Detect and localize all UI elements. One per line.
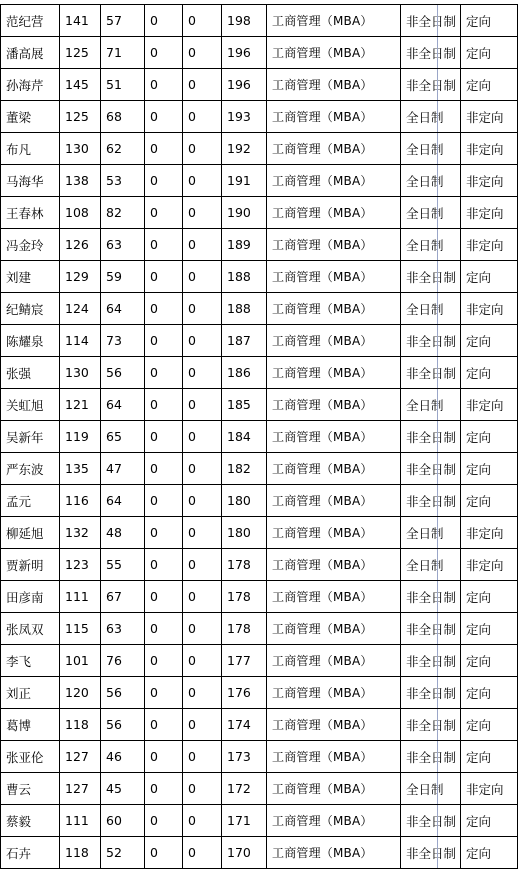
major-cell: 工商管理（MBA）	[267, 389, 401, 421]
study-mode-cell: 全日制	[401, 549, 461, 581]
score-3-cell: 0	[145, 517, 183, 549]
score-4-cell: 0	[183, 645, 222, 677]
name-cell: 石卉	[1, 837, 60, 869]
total-score-cell: 196	[222, 37, 267, 69]
orientation-cell: 定向	[461, 357, 518, 389]
orientation-cell: 定向	[461, 677, 518, 709]
major-cell: 工商管理（MBA）	[267, 517, 401, 549]
score-1-cell: 130	[60, 133, 101, 165]
orientation-cell: 定向	[461, 421, 518, 453]
score-1-cell: 130	[60, 357, 101, 389]
major-cell: 工商管理（MBA）	[267, 101, 401, 133]
major-cell: 工商管理（MBA）	[267, 677, 401, 709]
orientation-cell: 非定向	[461, 133, 518, 165]
score-1-cell: 127	[60, 741, 101, 773]
orientation-cell: 定向	[461, 709, 518, 741]
table-row	[1, 357, 518, 389]
major-cell: 工商管理（MBA）	[267, 69, 401, 101]
score-2-cell: 46	[101, 741, 145, 773]
score-1-cell: 132	[60, 517, 101, 549]
orientation-cell: 非定向	[461, 773, 518, 805]
score-2-cell: 48	[101, 517, 145, 549]
score-1-cell: 145	[60, 69, 101, 101]
score-3-cell: 0	[145, 421, 183, 453]
study-mode-cell: 非全日制	[401, 677, 461, 709]
score-2-cell: 56	[101, 709, 145, 741]
major-cell: 工商管理（MBA）	[267, 261, 401, 293]
score-2-cell: 51	[101, 69, 145, 101]
orientation-cell: 非定向	[461, 197, 518, 229]
name-cell: 孙海芹	[1, 69, 60, 101]
score-3-cell: 0	[145, 133, 183, 165]
score-4-cell: 0	[183, 229, 222, 261]
score-4-cell: 0	[183, 485, 222, 517]
table-row	[1, 133, 518, 165]
table-row	[1, 805, 518, 837]
name-cell: 潘高展	[1, 37, 60, 69]
name-cell: 严东波	[1, 453, 60, 485]
total-score-cell: 172	[222, 773, 267, 805]
name-cell: 冯金玲	[1, 229, 60, 261]
score-4-cell: 0	[183, 453, 222, 485]
major-cell: 工商管理（MBA）	[267, 709, 401, 741]
table-row	[1, 69, 518, 101]
name-cell: 董梁	[1, 101, 60, 133]
score-1-cell: 114	[60, 325, 101, 357]
table-row	[1, 549, 518, 581]
score-2-cell: 62	[101, 133, 145, 165]
score-4-cell: 0	[183, 613, 222, 645]
name-cell: 马海华	[1, 165, 60, 197]
name-cell: 刘正	[1, 677, 60, 709]
score-4-cell: 0	[183, 293, 222, 325]
major-cell: 工商管理（MBA）	[267, 837, 401, 869]
orientation-cell: 定向	[461, 261, 518, 293]
major-cell: 工商管理（MBA）	[267, 293, 401, 325]
score-4-cell: 0	[183, 677, 222, 709]
study-mode-cell: 全日制	[401, 773, 461, 805]
study-mode-cell: 非全日制	[401, 421, 461, 453]
study-mode-cell: 非全日制	[401, 453, 461, 485]
score-3-cell: 0	[145, 677, 183, 709]
total-score-cell: 174	[222, 709, 267, 741]
score-4-cell: 0	[183, 133, 222, 165]
orientation-cell: 非定向	[461, 549, 518, 581]
score-4-cell: 0	[183, 741, 222, 773]
major-cell: 工商管理（MBA）	[267, 229, 401, 261]
major-cell: 工商管理（MBA）	[267, 325, 401, 357]
score-2-cell: 52	[101, 837, 145, 869]
score-2-cell: 63	[101, 613, 145, 645]
name-cell: 纪鲭宸	[1, 293, 60, 325]
score-4-cell: 0	[183, 69, 222, 101]
score-2-cell: 68	[101, 101, 145, 133]
name-cell: 孟元	[1, 485, 60, 517]
score-3-cell: 0	[145, 325, 183, 357]
score-2-cell: 76	[101, 645, 145, 677]
table-row	[1, 741, 518, 773]
name-cell: 关虹旭	[1, 389, 60, 421]
orientation-cell: 定向	[461, 613, 518, 645]
score-4-cell: 0	[183, 101, 222, 133]
name-cell: 布凡	[1, 133, 60, 165]
score-2-cell: 55	[101, 549, 145, 581]
total-score-cell: 193	[222, 101, 267, 133]
orientation-cell: 定向	[461, 645, 518, 677]
score-1-cell: 116	[60, 485, 101, 517]
table-row	[1, 197, 518, 229]
total-score-cell: 188	[222, 293, 267, 325]
total-score-cell: 177	[222, 645, 267, 677]
major-cell: 工商管理（MBA）	[267, 453, 401, 485]
score-1-cell: 118	[60, 709, 101, 741]
score-1-cell: 123	[60, 549, 101, 581]
score-2-cell: 71	[101, 37, 145, 69]
study-mode-cell: 非全日制	[401, 613, 461, 645]
score-4-cell: 0	[183, 581, 222, 613]
table-row	[1, 677, 518, 709]
score-3-cell: 0	[145, 165, 183, 197]
score-3-cell: 0	[145, 805, 183, 837]
total-score-cell: 187	[222, 325, 267, 357]
name-cell: 蔡毅	[1, 805, 60, 837]
major-cell: 工商管理（MBA）	[267, 485, 401, 517]
total-score-cell: 180	[222, 517, 267, 549]
score-3-cell: 0	[145, 197, 183, 229]
score-2-cell: 65	[101, 421, 145, 453]
score-4-cell: 0	[183, 421, 222, 453]
score-1-cell: 121	[60, 389, 101, 421]
major-cell: 工商管理（MBA）	[267, 5, 401, 37]
score-1-cell: 124	[60, 293, 101, 325]
total-score-cell: 190	[222, 197, 267, 229]
score-2-cell: 73	[101, 325, 145, 357]
major-cell: 工商管理（MBA）	[267, 773, 401, 805]
score-3-cell: 0	[145, 69, 183, 101]
name-cell: 田彦南	[1, 581, 60, 613]
table-row	[1, 485, 518, 517]
study-mode-cell: 非全日制	[401, 581, 461, 613]
score-3-cell: 0	[145, 581, 183, 613]
orientation-cell: 定向	[461, 37, 518, 69]
table-row	[1, 5, 518, 37]
score-2-cell: 64	[101, 293, 145, 325]
orientation-cell: 定向	[461, 741, 518, 773]
table-row	[1, 773, 518, 805]
score-2-cell: 56	[101, 677, 145, 709]
orientation-cell: 非定向	[461, 293, 518, 325]
score-table	[0, 4, 518, 869]
score-table-body	[1, 5, 518, 869]
score-3-cell: 0	[145, 453, 183, 485]
study-mode-cell: 非全日制	[401, 325, 461, 357]
orientation-cell: 定向	[461, 485, 518, 517]
score-1-cell: 129	[60, 261, 101, 293]
table-row	[1, 453, 518, 485]
score-3-cell: 0	[145, 261, 183, 293]
score-2-cell: 64	[101, 389, 145, 421]
score-1-cell: 111	[60, 805, 101, 837]
table-row	[1, 101, 518, 133]
score-1-cell: 126	[60, 229, 101, 261]
total-score-cell: 178	[222, 581, 267, 613]
name-cell: 张亚伦	[1, 741, 60, 773]
major-cell: 工商管理（MBA）	[267, 549, 401, 581]
study-mode-cell: 非全日制	[401, 69, 461, 101]
orientation-cell: 定向	[461, 5, 518, 37]
score-2-cell: 57	[101, 5, 145, 37]
score-4-cell: 0	[183, 197, 222, 229]
table-row	[1, 165, 518, 197]
score-2-cell: 67	[101, 581, 145, 613]
name-cell: 李飞	[1, 645, 60, 677]
score-4-cell: 0	[183, 261, 222, 293]
score-1-cell: 135	[60, 453, 101, 485]
study-mode-cell: 全日制	[401, 293, 461, 325]
table-row	[1, 517, 518, 549]
orientation-cell: 非定向	[461, 229, 518, 261]
study-mode-cell: 非全日制	[401, 37, 461, 69]
score-1-cell: 101	[60, 645, 101, 677]
orientation-cell: 定向	[461, 581, 518, 613]
orientation-cell: 定向	[461, 805, 518, 837]
score-4-cell: 0	[183, 517, 222, 549]
score-4-cell: 0	[183, 325, 222, 357]
score-3-cell: 0	[145, 741, 183, 773]
table-row	[1, 229, 518, 261]
score-3-cell: 0	[145, 549, 183, 581]
study-mode-cell: 非全日制	[401, 645, 461, 677]
study-mode-cell: 非全日制	[401, 709, 461, 741]
major-cell: 工商管理（MBA）	[267, 581, 401, 613]
name-cell: 陈耀泉	[1, 325, 60, 357]
score-4-cell: 0	[183, 773, 222, 805]
table-row	[1, 645, 518, 677]
study-mode-cell: 全日制	[401, 229, 461, 261]
major-cell: 工商管理（MBA）	[267, 741, 401, 773]
name-cell: 张凤双	[1, 613, 60, 645]
score-2-cell: 47	[101, 453, 145, 485]
name-cell: 张强	[1, 357, 60, 389]
table-row	[1, 709, 518, 741]
study-mode-cell: 全日制	[401, 517, 461, 549]
score-1-cell: 108	[60, 197, 101, 229]
score-3-cell: 0	[145, 5, 183, 37]
study-mode-cell: 非全日制	[401, 805, 461, 837]
score-1-cell: 111	[60, 581, 101, 613]
study-mode-cell: 全日制	[401, 197, 461, 229]
major-cell: 工商管理（MBA）	[267, 421, 401, 453]
score-3-cell: 0	[145, 613, 183, 645]
total-score-cell: 184	[222, 421, 267, 453]
table-row	[1, 581, 518, 613]
orientation-cell: 定向	[461, 69, 518, 101]
orientation-cell: 非定向	[461, 517, 518, 549]
score-1-cell: 125	[60, 37, 101, 69]
major-cell: 工商管理（MBA）	[267, 645, 401, 677]
name-cell: 曹云	[1, 773, 60, 805]
score-1-cell: 138	[60, 165, 101, 197]
major-cell: 工商管理（MBA）	[267, 613, 401, 645]
major-cell: 工商管理（MBA）	[267, 357, 401, 389]
table-row	[1, 325, 518, 357]
total-score-cell: 196	[222, 69, 267, 101]
score-2-cell: 53	[101, 165, 145, 197]
name-cell: 柳延旭	[1, 517, 60, 549]
score-3-cell: 0	[145, 229, 183, 261]
name-cell: 贾新明	[1, 549, 60, 581]
orientation-cell: 非定向	[461, 165, 518, 197]
score-3-cell: 0	[145, 293, 183, 325]
study-mode-cell: 非全日制	[401, 837, 461, 869]
score-3-cell: 0	[145, 357, 183, 389]
total-score-cell: 178	[222, 549, 267, 581]
major-cell: 工商管理（MBA）	[267, 165, 401, 197]
major-cell: 工商管理（MBA）	[267, 133, 401, 165]
score-4-cell: 0	[183, 837, 222, 869]
score-2-cell: 56	[101, 357, 145, 389]
score-4-cell: 0	[183, 165, 222, 197]
table-row	[1, 293, 518, 325]
score-4-cell: 0	[183, 805, 222, 837]
score-3-cell: 0	[145, 837, 183, 869]
score-1-cell: 118	[60, 837, 101, 869]
orientation-cell: 定向	[461, 453, 518, 485]
major-cell: 工商管理（MBA）	[267, 197, 401, 229]
name-cell: 范纪营	[1, 5, 60, 37]
total-score-cell: 192	[222, 133, 267, 165]
total-score-cell: 171	[222, 805, 267, 837]
score-1-cell: 141	[60, 5, 101, 37]
score-1-cell: 127	[60, 773, 101, 805]
score-4-cell: 0	[183, 709, 222, 741]
score-4-cell: 0	[183, 357, 222, 389]
name-cell: 葛博	[1, 709, 60, 741]
total-score-cell: 198	[222, 5, 267, 37]
score-1-cell: 120	[60, 677, 101, 709]
name-cell: 吴新年	[1, 421, 60, 453]
major-cell: 工商管理（MBA）	[267, 805, 401, 837]
study-mode-cell: 非全日制	[401, 261, 461, 293]
score-2-cell: 63	[101, 229, 145, 261]
score-2-cell: 45	[101, 773, 145, 805]
score-3-cell: 0	[145, 773, 183, 805]
total-score-cell: 189	[222, 229, 267, 261]
score-1-cell: 119	[60, 421, 101, 453]
orientation-cell: 非定向	[461, 101, 518, 133]
score-2-cell: 64	[101, 485, 145, 517]
total-score-cell: 188	[222, 261, 267, 293]
name-cell: 王春林	[1, 197, 60, 229]
orientation-cell: 定向	[461, 325, 518, 357]
score-1-cell: 125	[60, 101, 101, 133]
score-3-cell: 0	[145, 389, 183, 421]
total-score-cell: 170	[222, 837, 267, 869]
table-row	[1, 837, 518, 869]
score-3-cell: 0	[145, 485, 183, 517]
study-mode-cell: 非全日制	[401, 485, 461, 517]
score-3-cell: 0	[145, 645, 183, 677]
total-score-cell: 182	[222, 453, 267, 485]
total-score-cell: 178	[222, 613, 267, 645]
total-score-cell: 176	[222, 677, 267, 709]
score-3-cell: 0	[145, 709, 183, 741]
table-row	[1, 37, 518, 69]
score-4-cell: 0	[183, 389, 222, 421]
score-3-cell: 0	[145, 37, 183, 69]
score-1-cell: 115	[60, 613, 101, 645]
score-4-cell: 0	[183, 5, 222, 37]
table-row	[1, 389, 518, 421]
score-2-cell: 60	[101, 805, 145, 837]
score-3-cell: 0	[145, 101, 183, 133]
total-score-cell: 180	[222, 485, 267, 517]
major-cell: 工商管理（MBA）	[267, 37, 401, 69]
table-row	[1, 421, 518, 453]
score-4-cell: 0	[183, 549, 222, 581]
study-mode-cell: 全日制	[401, 389, 461, 421]
score-2-cell: 59	[101, 261, 145, 293]
total-score-cell: 185	[222, 389, 267, 421]
total-score-cell: 173	[222, 741, 267, 773]
table-row	[1, 613, 518, 645]
orientation-cell: 非定向	[461, 389, 518, 421]
study-mode-cell: 全日制	[401, 133, 461, 165]
total-score-cell: 191	[222, 165, 267, 197]
orientation-cell: 定向	[461, 837, 518, 869]
total-score-cell: 186	[222, 357, 267, 389]
name-cell: 刘建	[1, 261, 60, 293]
study-mode-cell: 非全日制	[401, 741, 461, 773]
study-mode-cell: 全日制	[401, 101, 461, 133]
study-mode-cell: 非全日制	[401, 357, 461, 389]
score-2-cell: 82	[101, 197, 145, 229]
study-mode-cell: 非全日制	[401, 5, 461, 37]
table-row	[1, 261, 518, 293]
score-4-cell: 0	[183, 37, 222, 69]
study-mode-cell: 全日制	[401, 165, 461, 197]
